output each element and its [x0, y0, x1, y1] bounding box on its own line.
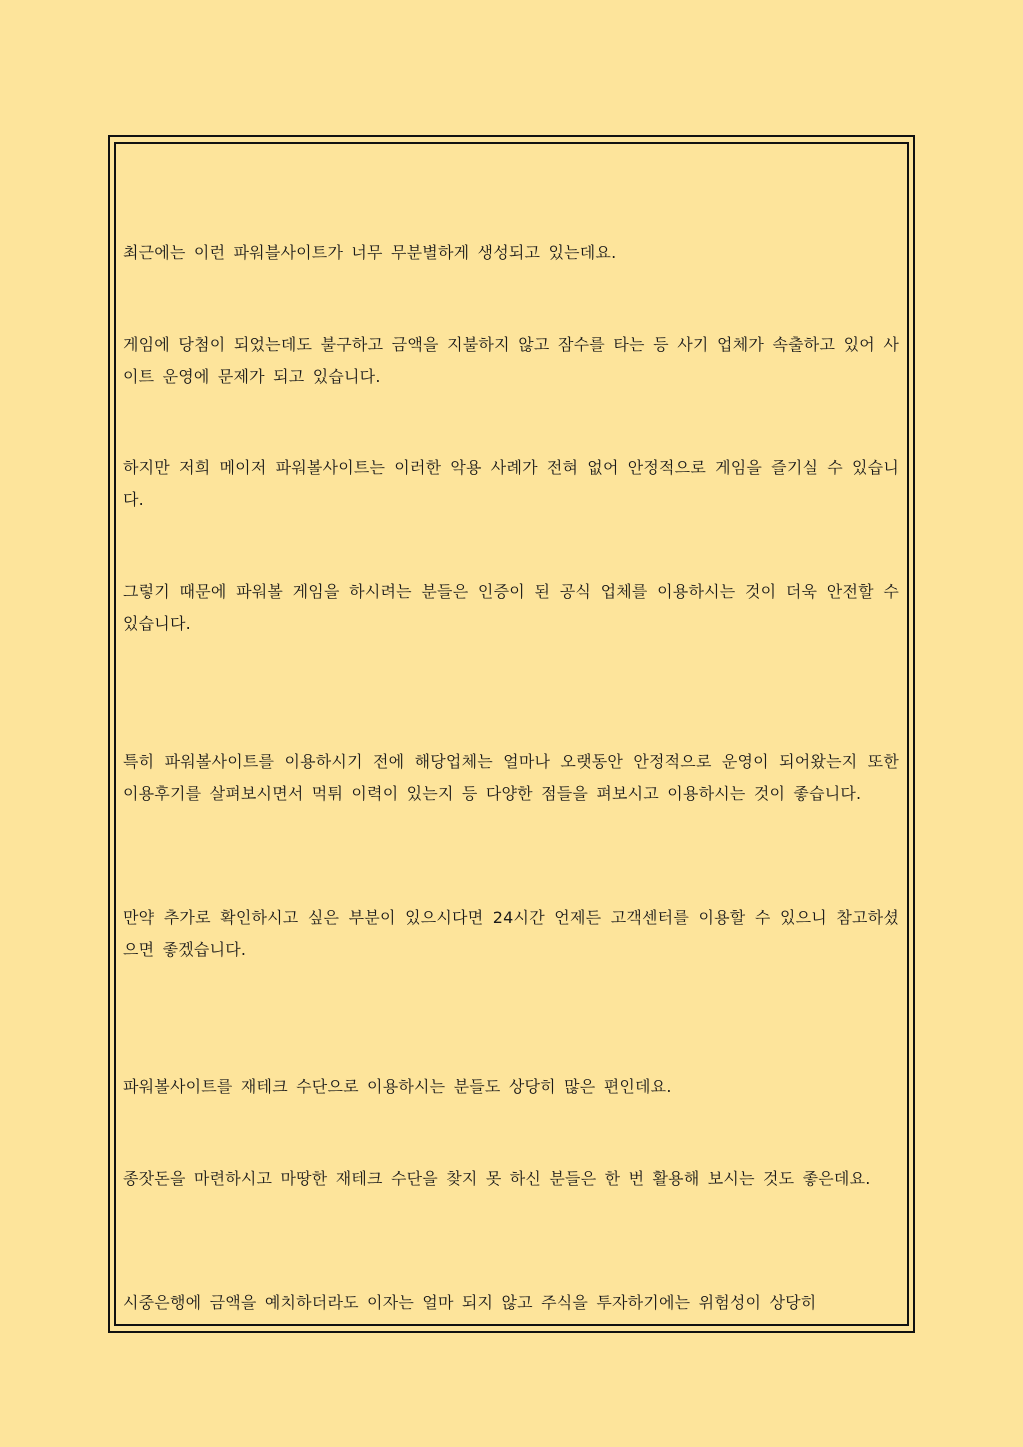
paragraph-4: 그렇기 때문에 파워볼 게임을 하시려는 분들은 인증이 된 공식 업체를 이용하시는 것이 더욱 안전할 수 있습니다.	[123, 582, 899, 633]
paragraph-2: 게임에 당첨이 되었는데도 불구하고 금액을 지불하지 않고 잠수를 타는 등 사기 업체가 속출하고 있어 사이트 운영에 문제가 되고 있습니다.	[123, 335, 899, 386]
paragraph-5: 특히 파워볼사이트를 이용하시기 전에 해당업체는 얼마나 오랫동안 안정적으로 운영이 되어왔는지 또한 이용후기를 살펴보시면서 먹튀 이력이 있는지 등 다양한 점들을 펴보시고 이용하시는 것이 좋습니다.	[123, 752, 899, 803]
paragraph-8: 종잣돈을 마련하시고 마땅한 재테크 수단을 찾지 못 하신 분들은 한 번 활용해 보시는 것도 좋은데요.	[123, 1169, 871, 1188]
inner-border	[114, 142, 909, 1326]
paragraph-6: 만약 추가로 확인하시고 싶은 부분이 있으시다면 24시간 언제든 고객센터를 이용할 수 있으니 참고하셨으면 좋겠습니다.	[123, 908, 899, 959]
paragraph-9: 시중은행에 금액을 예치하더라도 이자는 얼마 되지 않고 주식을 투자하기에는 위험성이 상당히	[123, 1293, 817, 1312]
paragraph-3: 하지만 저희 메이저 파워볼사이트는 이러한 악용 사례가 전혀 없어 안정적으로 게임을 즐기실 수 있습니다.	[123, 458, 899, 509]
paragraph-7: 파워볼사이트를 재테크 수단으로 이용하시는 분들도 상당히 많은 편인데요.	[123, 1077, 672, 1096]
paragraph-1: 최근에는 이런 파워블사이트가 너무 무분별하게 생성되고 있는데요.	[123, 243, 617, 262]
